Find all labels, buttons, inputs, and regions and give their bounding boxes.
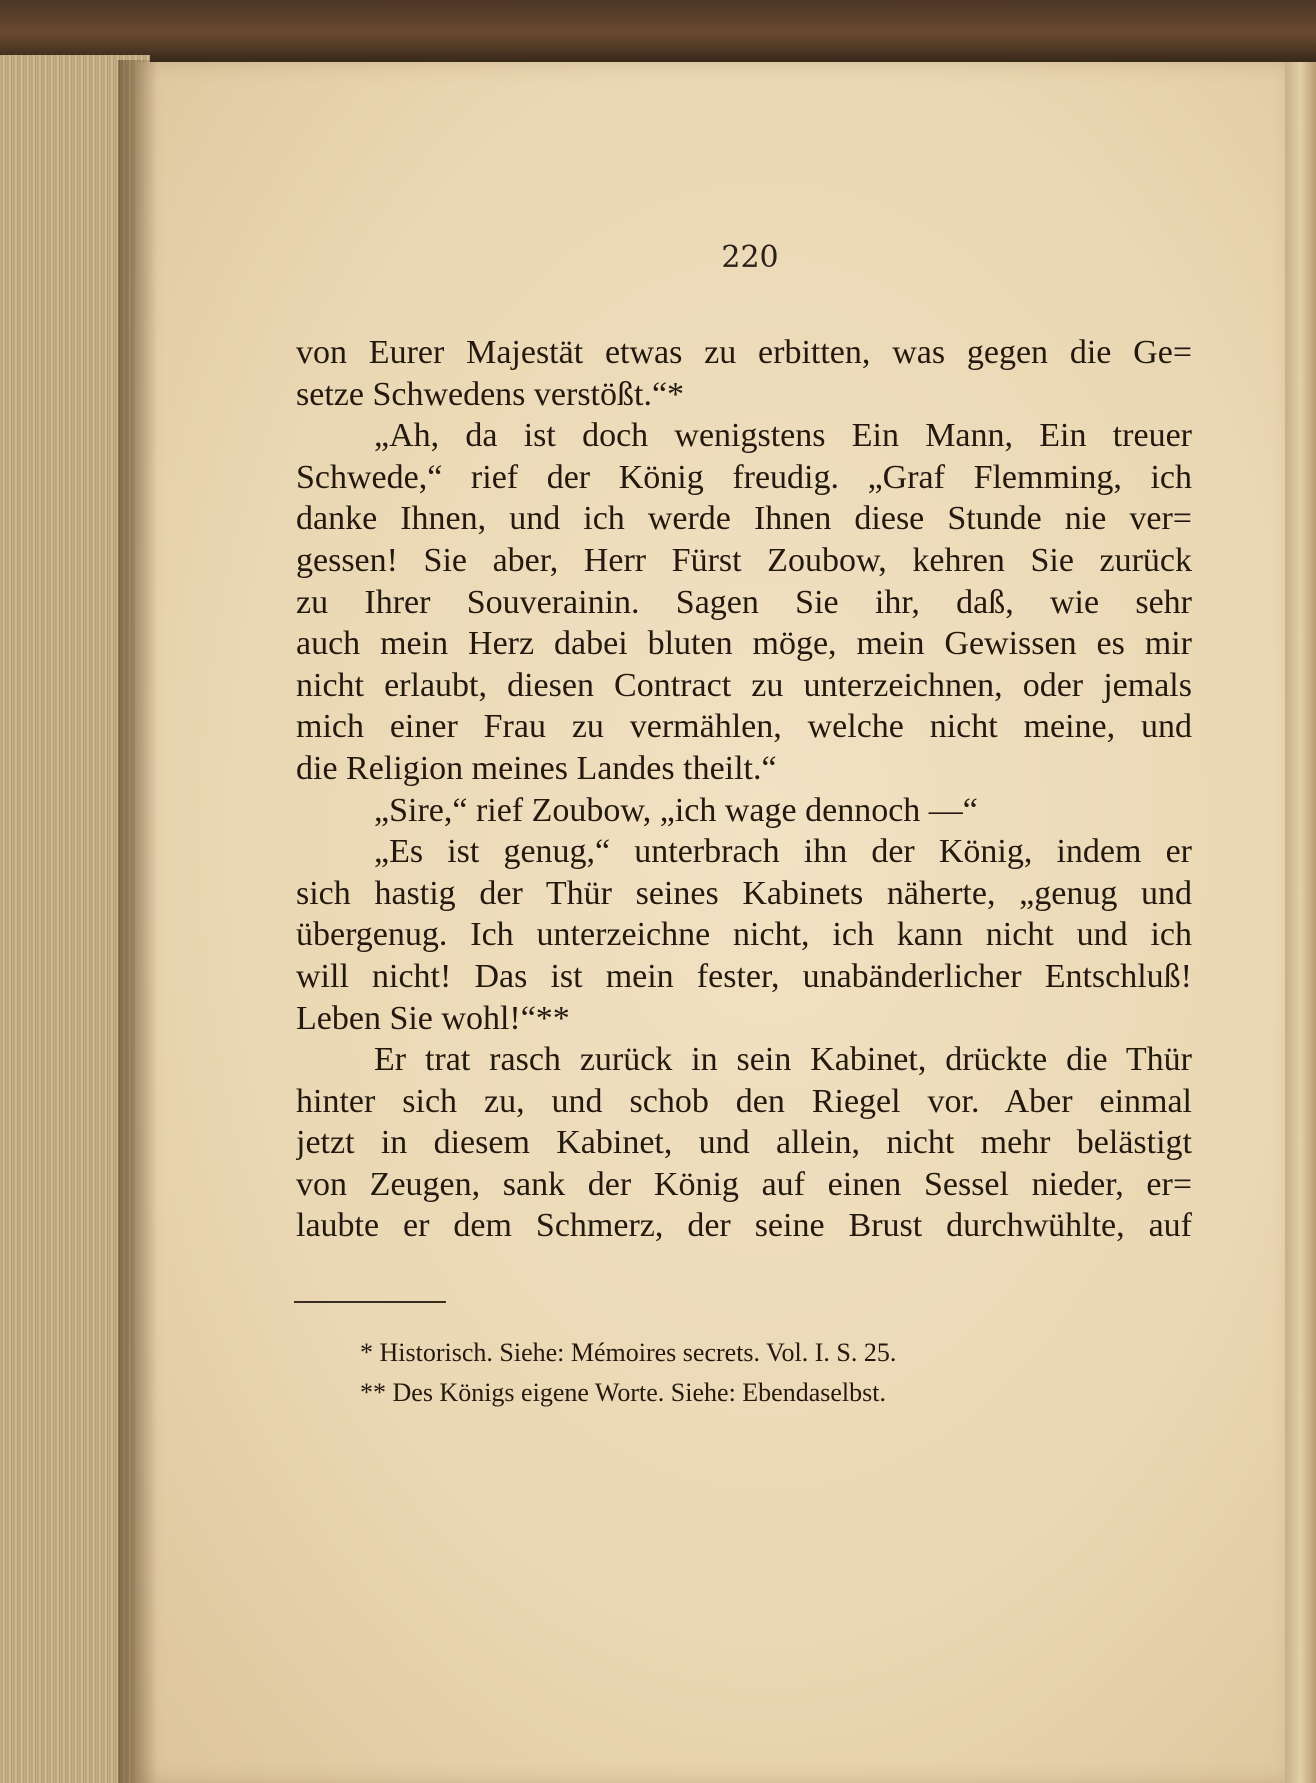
footnotes <box>360 1333 1190 1413</box>
text-line: von Zeugen, sank der König auf einen Sessel nieder, er= <box>296 1165 1192 1203</box>
text-line: „Ah, da ist doch wenigstens Ein Mann, Ein treuer <box>374 417 1192 455</box>
footnote: * Historisch. Siehe: Mémoires secrets. Vol. I. S. 25. <box>360 1338 897 1367</box>
text-line: jetzt in diesem Kabinet, und allein, nicht mehr belästigt <box>296 1124 1192 1162</box>
text-line: setze Schwedens verstößt.“* <box>296 375 685 413</box>
text-line: nicht erlaubt, diesen Contract zu unterzeichnen, oder jemals <box>296 666 1192 704</box>
page-number: 220 <box>721 240 779 275</box>
text-line: die Religion meines Landes theilt.“ <box>296 749 777 787</box>
text-line: auch mein Herz dabei bluten möge, mein Gewissen es mir <box>296 625 1192 663</box>
gutter-shadow <box>118 60 158 1783</box>
text-line: will nicht! Das ist mein fester, unabänderlicher Entschluß! <box>296 957 1192 995</box>
book-cover-edge <box>0 0 1316 60</box>
text-line: übergenug. Ich unterzeichne nicht, ich kann nicht und ich <box>296 916 1192 954</box>
text-line: mich einer Frau zu vermählen, welche nicht meine, und <box>296 708 1192 746</box>
text-line: laubte er dem Schmerz, der seine Brust durchwühlte, auf <box>296 1207 1192 1245</box>
text-line: von Eurer Majestät etwas zu erbitten, was gegen die Ge= <box>296 334 1192 371</box>
text-line: sich hastig der Thür seines Kabinets näherte, „genug und <box>296 874 1192 912</box>
text-line: zu Ihrer Souverainin. Sagen Sie ihr, daß, wie sehr <box>296 583 1192 621</box>
text-line: hinter sich zu, und schob den Riegel vor. Aber einmal <box>296 1082 1192 1120</box>
text-line: Leben Sie wohl!“** <box>296 999 570 1037</box>
text-line: danke Ihnen, und ich werde Ihnen diese Stunde nie ver= <box>296 500 1192 538</box>
text-line: Er trat rasch zurück in sein Kabinet, drückte die Thür <box>374 1041 1192 1079</box>
next-page-edge <box>1285 62 1316 1783</box>
text-line: gessen! Sie aber, Herr Fürst Zoubow, kehren Sie zurück <box>296 541 1192 579</box>
footnote: ** Des Königs eigene Worte. Siehe: Ebendaselbst. <box>360 1378 886 1407</box>
text-line: „Sire,“ rief Zoubow, „ich wage dennoch —“ <box>374 791 978 829</box>
body-text <box>296 332 1192 1247</box>
text-line: Schwede,“ rief der König freudig. „Graf Flemming, ich <box>296 458 1192 496</box>
footnote-rule <box>294 1301 446 1303</box>
text-line: „Es ist genug,“ unterbrach ihn der König, indem er <box>374 833 1192 871</box>
